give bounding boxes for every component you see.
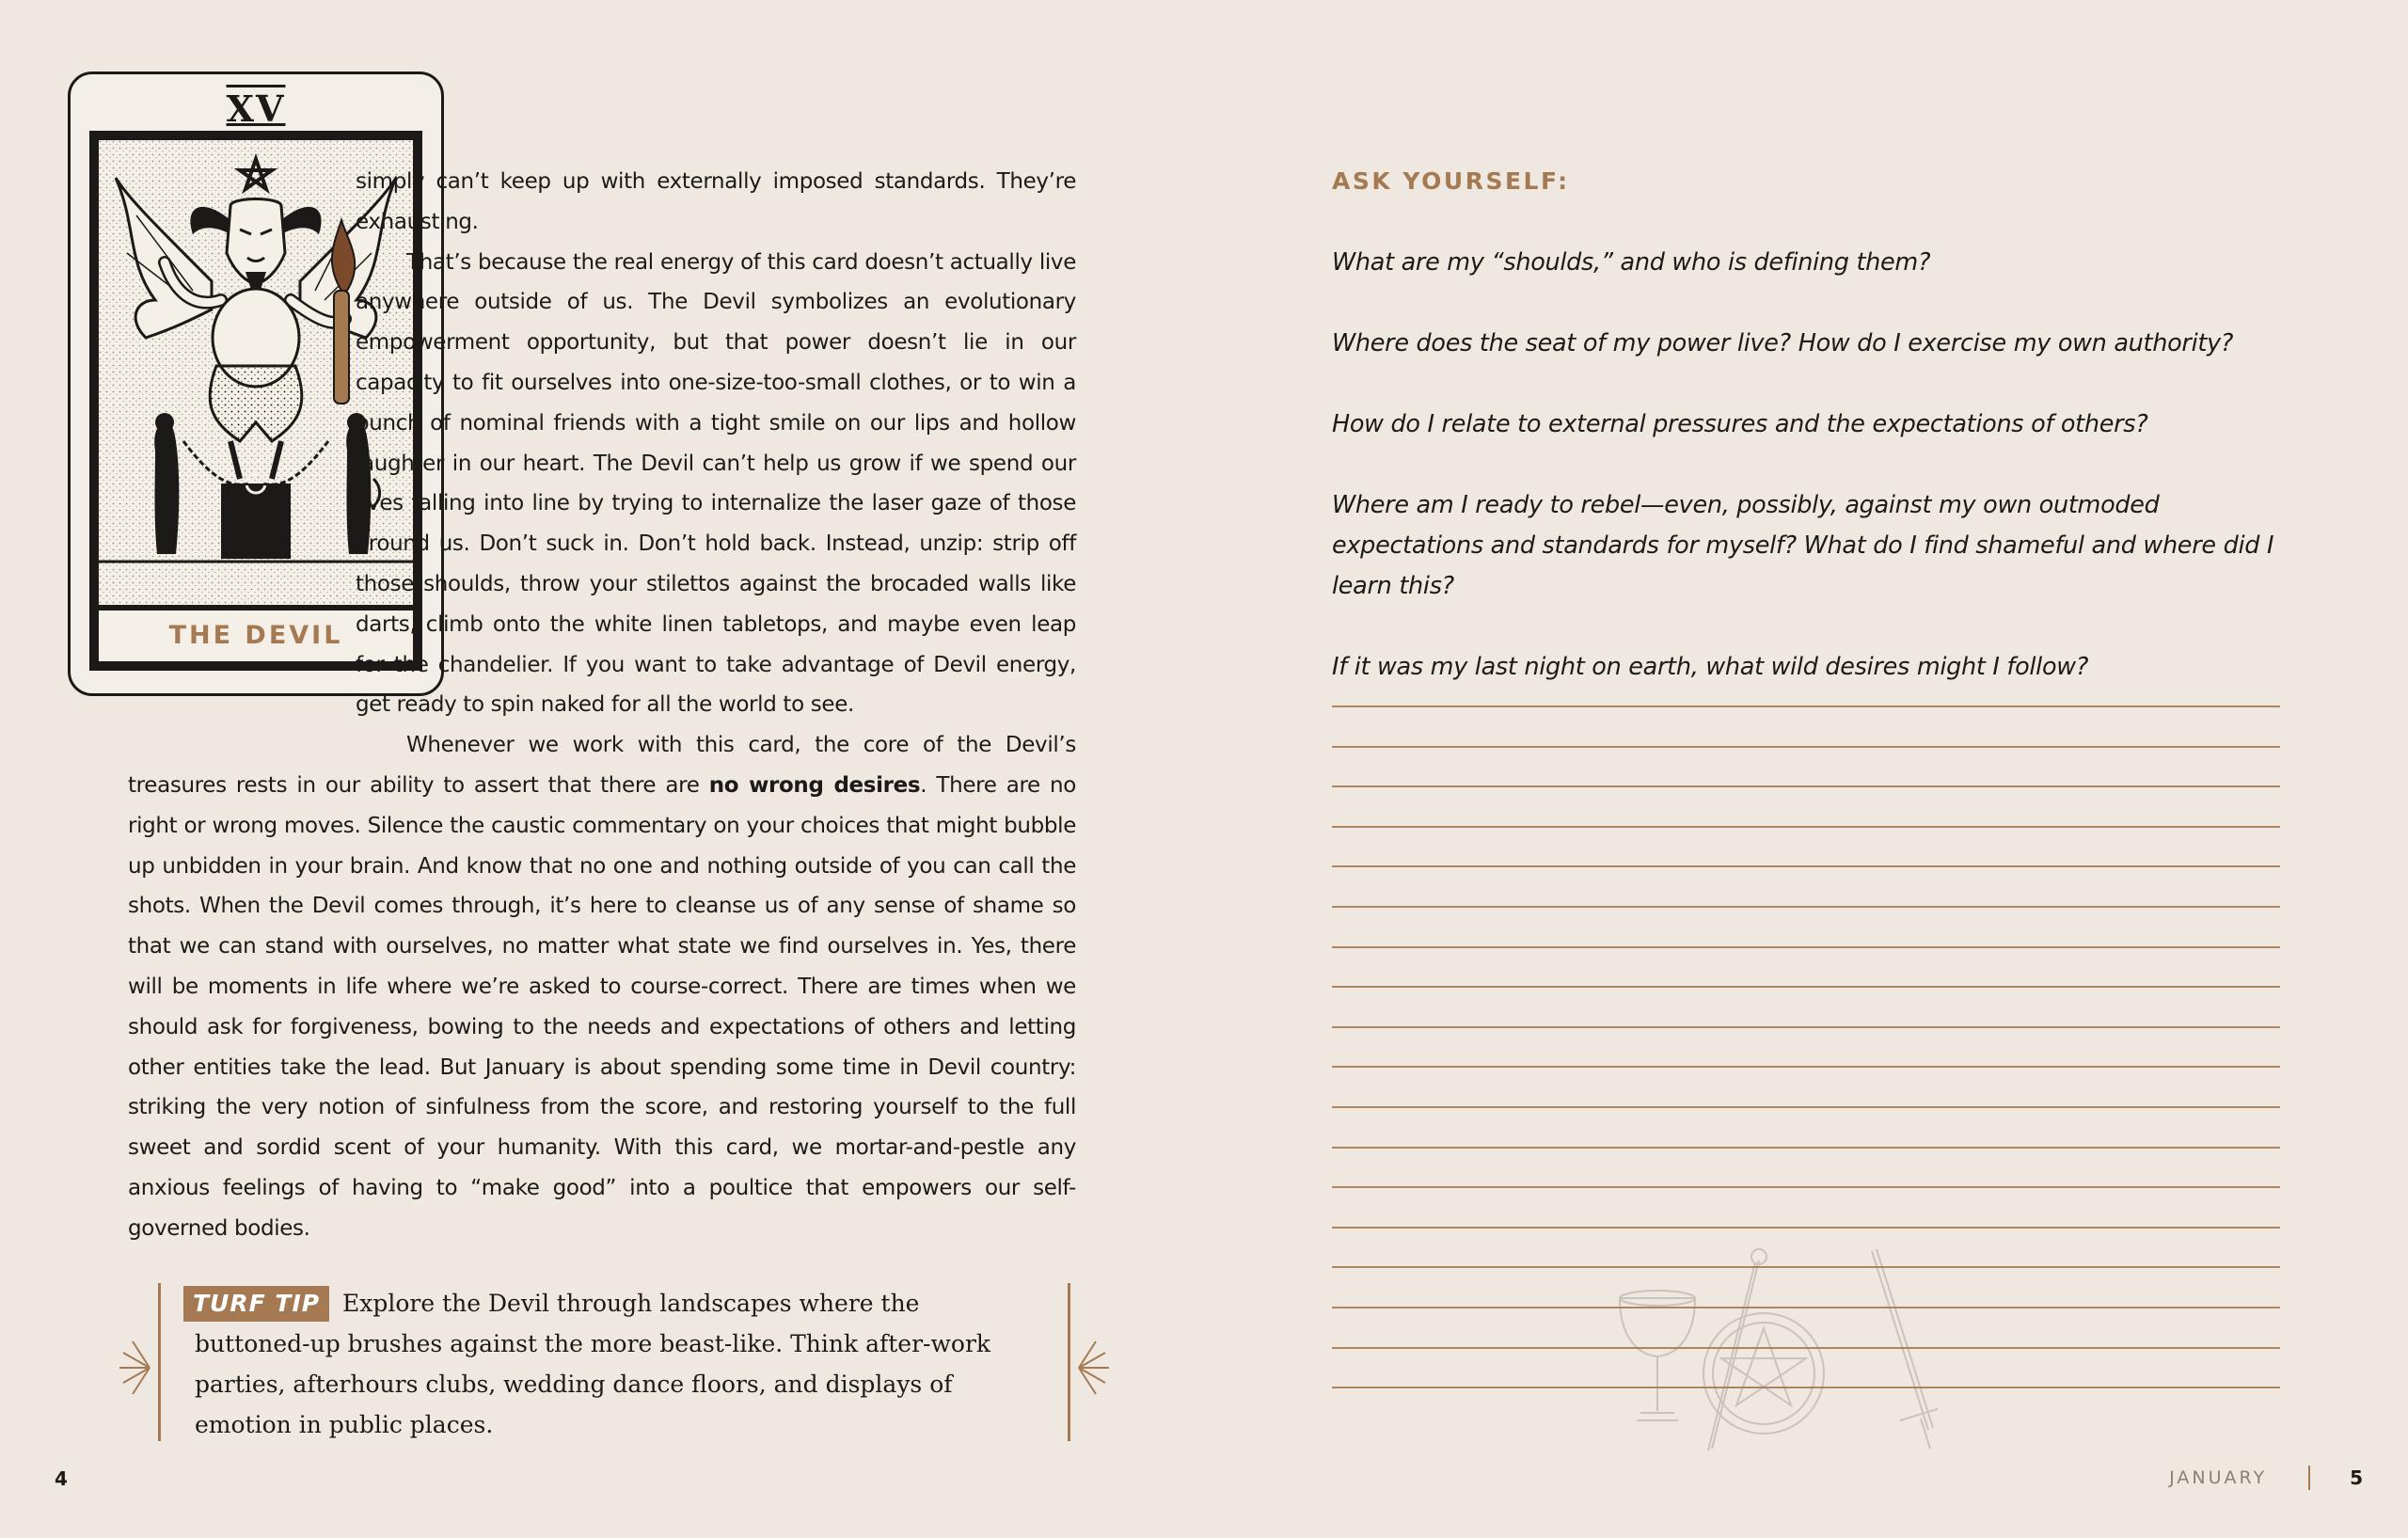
writing-line[interactable] — [1332, 1066, 2280, 1068]
card-numeral: XV — [226, 87, 286, 130]
writing-line[interactable] — [1332, 785, 2280, 787]
writing-line[interactable] — [1332, 1147, 2280, 1149]
wand-icon — [1708, 1249, 1766, 1451]
page-number-right: 5 — [2350, 1467, 2363, 1489]
writing-line[interactable] — [1332, 1106, 2280, 1108]
writing-line[interactable] — [1332, 906, 2280, 908]
writing-line[interactable] — [1332, 986, 2280, 988]
writing-line[interactable] — [1332, 746, 2280, 748]
card-title: THE DEVIL — [99, 605, 413, 661]
starburst-ornament-icon — [1075, 1330, 1113, 1405]
ask-yourself-heading: ASK YOURSELF: — [1332, 167, 1570, 195]
writing-line[interactable] — [1332, 1026, 2280, 1028]
paragraph-text: That’s because the real energy of this card doesn’t actually live anywhere outside of us. The Devil symbolizes an evolutionary empowerment opportunity, but that power doesn’t lie in our capacity to fit ourselves into one-size-too-small clothes, or to win a bunch of nominal friends with a tight smile on our lips and hollow laughter in our heart. The Devil can’t help us grow if we spend our lives falling into line by trying to internalize the laser gaze of those around us. Don’t suck in. Don’t hold back. Instead, unzip: strip off those shoulds, throw your stilettos against the brocaded walls like darts, climb onto the white linen tabletops, and maybe even leap for the chandelier. If you want to take advantage of Devil energy, get ready to spin naked for all the world to see. — [356, 249, 1076, 718]
writing-line[interactable] — [1332, 1186, 2280, 1188]
turf-tip-text — [195, 1283, 1022, 1445]
writing-line[interactable] — [1332, 1227, 2280, 1229]
turf-tip-body: Explore the Devil through landscapes where the buttoned-up brushes against the more beast-like. Think after-work parties, afterhours clubs, wedding dance floors, and displays of emotion in public places. — [195, 1290, 991, 1438]
footer-right — [2169, 1466, 2363, 1490]
chalice-icon — [1620, 1291, 1695, 1420]
paragraph-text: . There are no right or wrong moves. Silence the caustic commentary on your choices that might bubble up unbidden in your brain. And know that no one and nothing outside of you can call the shots. When the Devil comes through, it’s here to cleanse us of any sense of shame so that we can stand with ourselves, no matter what state we find ourselves in. Yes, there will be moments in life where we’re asked to course-correct. There are times when we should ask for forgiveness, bowing to the needs and expectations of others and letting other entities take the lead. But January is about spending some time in Devil country: striking the very notion of sinfulness from the score, and restoring yourself to the full sweet and sordid scent of your humanity. With this card, we mortar-and-pestle any anxious feelings of having to “make good” into a poultice that empowers our self-governed bodies. — [128, 772, 1076, 1241]
starburst-ornament-icon — [116, 1330, 153, 1405]
tarot-suits-illustration — [1618, 1242, 1938, 1467]
journal-question: Where am I ready to rebel—even, possibly, against my own outmoded expectations and standards for myself? What do I find shameful and where did I learn this? — [1332, 491, 2274, 600]
paragraph-text: simply can’t keep up with externally imposed standards. They’re exhausting. — [356, 169, 1076, 234]
journal-question: If it was my last night on earth, what wild desires might I follow? — [1332, 653, 2089, 681]
writing-line[interactable] — [1332, 706, 2280, 707]
turf-tip-label: TURF TIP — [183, 1286, 329, 1322]
body-paragraph — [128, 725, 1076, 1248]
writing-line[interactable] — [1332, 865, 2280, 867]
running-head-month: JANUARY — [2169, 1467, 2268, 1488]
emphasis-text: no wrong desires — [708, 772, 921, 798]
footer-divider — [2308, 1466, 2310, 1490]
journal-question: What are my “shoulds,” and who is defining them? — [1332, 248, 1931, 277]
writing-line[interactable] — [1332, 826, 2280, 828]
sword-icon — [1872, 1249, 1938, 1449]
paragraph-text: Whenever we work with this card, the core of the Devil’s treasures rests in our ability to assert that there are — [128, 733, 1076, 798]
body-text — [128, 162, 1076, 1249]
pentacle-icon — [1703, 1313, 1824, 1434]
card-wrap-spacer — [0, 160, 356, 730]
question-list — [1332, 243, 2291, 728]
writing-line[interactable] — [1332, 946, 2280, 948]
journal-question: Where does the seat of my power live? How do I exercise my own authority? — [1332, 329, 2234, 357]
journal-question: How do I relate to external pressures and the expectations of others? — [1332, 410, 2148, 438]
page-number-left: 4 — [55, 1467, 68, 1490]
turf-tip-box — [158, 1283, 1070, 1441]
